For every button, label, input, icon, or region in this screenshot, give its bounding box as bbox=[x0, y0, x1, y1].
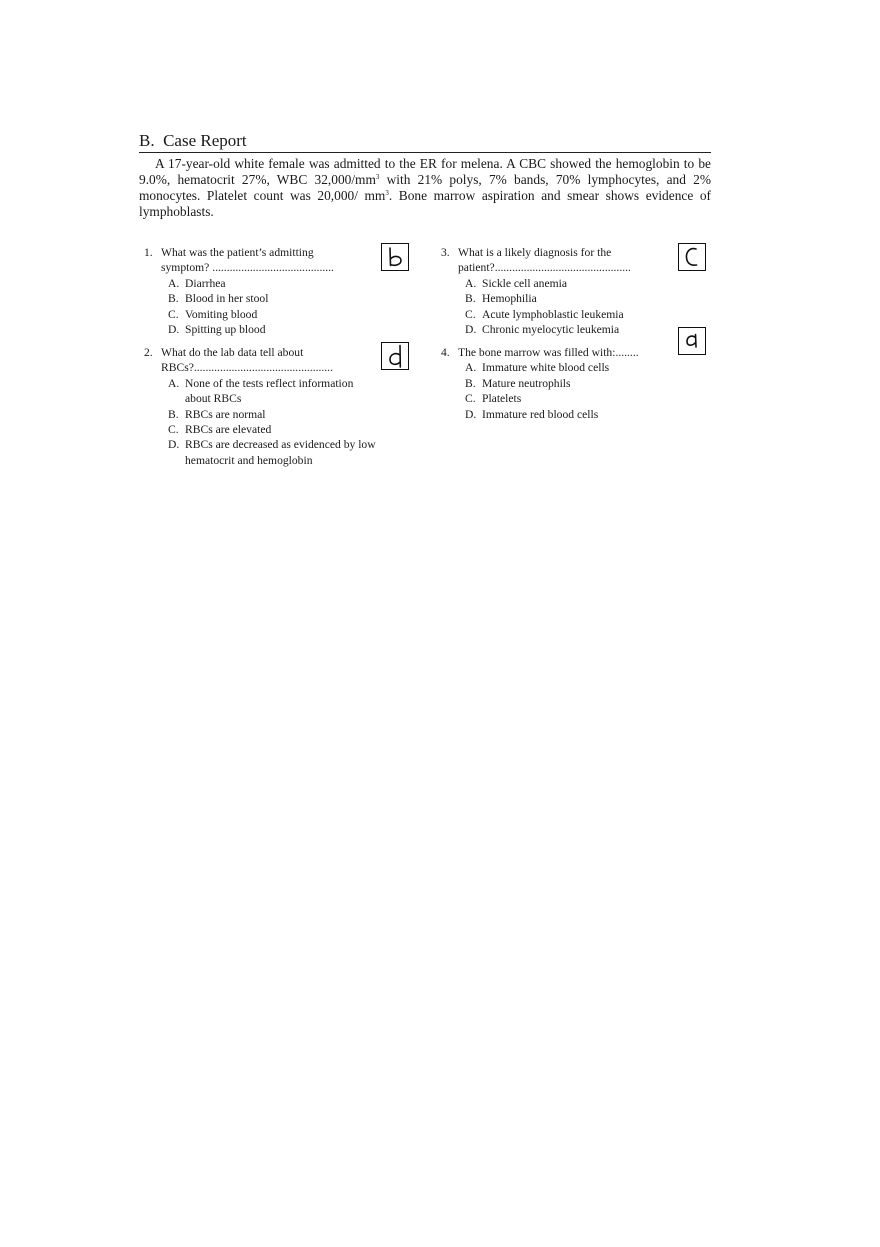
option-text: Mature neutrophils bbox=[482, 376, 571, 390]
intro-text-1: A 17-year-old white female was admitted to the ER for melena. A CBC showed the hemoglobin to be 9.0%, hematocrit 27%, WBC 32,000/mm bbox=[139, 156, 711, 187]
option-text: Spitting up blood bbox=[185, 323, 266, 337]
option-letter: B. bbox=[465, 376, 476, 390]
stem-line: RBCs?................................................ bbox=[161, 361, 333, 375]
option-b bbox=[437, 291, 677, 306]
option-letter: B. bbox=[465, 292, 476, 306]
option-c bbox=[437, 391, 677, 406]
option-letter: D. bbox=[168, 438, 180, 452]
superscript: 3 bbox=[375, 173, 380, 181]
option-letter: D. bbox=[465, 323, 477, 337]
option-d bbox=[437, 407, 677, 422]
option-b bbox=[140, 407, 380, 422]
question-stem bbox=[140, 345, 380, 376]
option-text: RBCs are elevated bbox=[185, 423, 272, 437]
option-text: Acute lymphoblastic leukemia bbox=[482, 307, 624, 321]
option-letter: A. bbox=[465, 276, 477, 290]
option-letter: A. bbox=[465, 361, 477, 375]
intro-text-3: . Bone marrow aspiration and smear shows evidence of lymphoblasts. bbox=[139, 188, 711, 219]
intro-text-2: with 21% polys, 7% bands, 70% lymphocytes, and 2% monocytes. Platelet count was 20,000/ mm bbox=[139, 172, 711, 203]
option-a bbox=[140, 276, 380, 291]
option-letter: D. bbox=[168, 323, 180, 337]
option-text: None of the tests reflect information about RBCs bbox=[185, 376, 354, 406]
option-letter: B. bbox=[168, 407, 179, 421]
option-text: RBCs are normal bbox=[185, 407, 266, 421]
option-text: Hemophilia bbox=[482, 292, 537, 306]
stem-line: symptom? .......................................... bbox=[161, 261, 334, 275]
superscript: 3 bbox=[385, 189, 389, 197]
option-text: Sickle cell anemia bbox=[482, 276, 567, 290]
option-b bbox=[437, 376, 677, 391]
handwritten-answer-c bbox=[679, 244, 705, 270]
section-label: B. bbox=[139, 131, 155, 150]
option-letter: A. bbox=[168, 376, 180, 390]
stem-line: patient?............................................... bbox=[458, 261, 631, 275]
option-letter: C. bbox=[168, 307, 179, 321]
option-letter: C. bbox=[465, 307, 476, 321]
question-2 bbox=[140, 345, 380, 468]
option-text: RBCs are decreased as evidenced by low hematocrit and hemoglobin bbox=[185, 438, 376, 467]
answer-box-1 bbox=[381, 243, 409, 271]
option-text: Chronic myelocytic leukemia bbox=[482, 323, 620, 337]
option-a bbox=[140, 376, 380, 407]
stem-line: What was the patient’s admitting bbox=[161, 246, 314, 259]
section-title: Case Report bbox=[163, 131, 247, 150]
option-d bbox=[140, 322, 380, 337]
option-c bbox=[140, 422, 380, 437]
option-a bbox=[437, 360, 677, 375]
option-d bbox=[437, 322, 677, 337]
stem-line: What is a likely diagnosis for the bbox=[458, 246, 612, 259]
option-text: Vomiting blood bbox=[185, 307, 258, 321]
handwritten-answer-a bbox=[679, 328, 705, 354]
option-letter: D. bbox=[465, 407, 477, 421]
option-d bbox=[140, 437, 380, 468]
question-number: 4. bbox=[441, 346, 450, 359]
question-number: 1. bbox=[144, 246, 153, 259]
option-b bbox=[140, 291, 380, 306]
question-number: 3. bbox=[441, 246, 450, 259]
question-4 bbox=[437, 345, 677, 422]
stem-line: The bone marrow was filled with:........ bbox=[458, 346, 639, 359]
question-number: 2. bbox=[144, 346, 153, 359]
option-letter: A. bbox=[168, 276, 180, 290]
answer-box-4 bbox=[678, 327, 706, 355]
question-stem bbox=[437, 245, 677, 276]
handwritten-answer-b bbox=[382, 244, 408, 270]
question-1 bbox=[140, 245, 380, 337]
question-3 bbox=[437, 245, 677, 337]
option-text: Platelets bbox=[482, 392, 522, 406]
question-stem bbox=[140, 245, 380, 276]
section-heading bbox=[139, 131, 711, 153]
answer-box-2 bbox=[381, 342, 409, 370]
question-stem bbox=[437, 345, 677, 360]
answer-box-3 bbox=[678, 243, 706, 271]
option-c bbox=[140, 307, 380, 322]
option-text: Diarrhea bbox=[185, 276, 226, 290]
option-text: Blood in her stool bbox=[185, 292, 269, 306]
stem-line: What do the lab data tell about bbox=[161, 346, 304, 359]
option-c bbox=[437, 307, 677, 322]
option-text: Immature white blood cells bbox=[482, 361, 610, 375]
option-letter: B. bbox=[168, 292, 179, 306]
option-letter: C. bbox=[465, 392, 476, 406]
option-text: Immature red blood cells bbox=[482, 407, 599, 421]
option-a bbox=[437, 276, 677, 291]
case-description bbox=[139, 156, 711, 220]
option-letter: C. bbox=[168, 423, 179, 437]
handwritten-answer-d bbox=[382, 343, 408, 369]
